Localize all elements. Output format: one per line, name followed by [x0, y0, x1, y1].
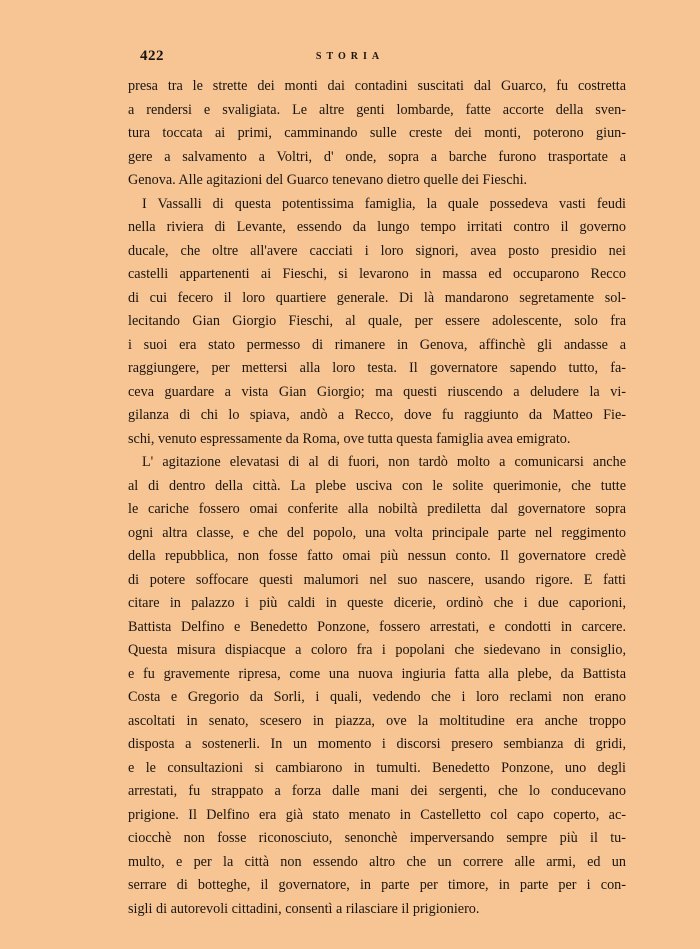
- text-line: e le consultazioni si cambiarono in tumulti. Benedetto Ponzone, uno degli: [128, 759, 626, 776]
- text-line: le cariche fossero omai conferite alla nobiltà prediletta dal governatore sopra: [128, 501, 626, 517]
- text-line: della repubblica, non fosse fatto omai più nessun conto. Il governatore credè: [128, 548, 626, 564]
- text-line: tura toccata ai primi, camminando sulle creste dei monti, poterono giun-: [128, 125, 626, 141]
- text-line: Questa misura dispiacque a coloro fra i popolani che siedevano in consiglio,: [128, 642, 626, 658]
- text-line: citare in palazzo i più caldi in queste dicerie, ordinò che i due caporioni,: [128, 595, 626, 611]
- text-line: gilanza di chi lo spiava, andò a Recco, dove fu raggiunto da Matteo Fie-: [128, 407, 626, 423]
- text-line: lecitando Gian Giorgio Fieschi, al quale, per essere adolescente, solo fra: [128, 313, 626, 329]
- section-title: STORIA: [315, 51, 385, 62]
- text-line: I Vassalli di questa potentissima famiglia, la quale possedeva vasti feudi: [142, 195, 626, 212]
- text-line: schi, venuto espressamente da Roma, ove tutta questa famiglia avea emigrato.: [128, 430, 571, 447]
- text-line: ceva guardare a vista Gian Giorgio; ma questi riuscendo a deludere la vi-: [128, 383, 626, 400]
- text-line: gere a salvamento a Voltri, d' onde, sopra a barche furono trasportate a: [128, 148, 626, 165]
- text-line: al di dentro della città. La plebe usciva con le solite querimonie, che tutte: [128, 477, 626, 494]
- text-line: arrestati, fu strappato a forza dalle mani dei sergenti, che lo conducevano: [128, 783, 626, 799]
- text-line: ciocchè non fosse riconosciuto, senonchè imperversando sempre più il tu-: [128, 830, 626, 846]
- text-line: multo, e per la città non essendo altro che un correre alle armi, ed un: [128, 853, 626, 870]
- body-text: [128, 75, 626, 921]
- text-line: ascoltati in senato, scesero in piazza, ove la moltitudine era anche troppo: [128, 712, 626, 729]
- text-line: nella riviera di Levante, essendo da lungo tempo irritati contro il governo: [128, 219, 626, 235]
- text-line: e fu gravemente ripresa, come una nuova ingiuria fatta alla plebe, da Battista: [128, 665, 626, 682]
- text-line: L' agitazione elevatasi di al di fuori, non tardò molto a comunicarsi anche: [142, 454, 626, 470]
- text-line: Costa e Gregorio da Sorli, i quali, vedendo che i loro reclami non erano: [128, 689, 626, 705]
- page-number: 422: [140, 48, 164, 64]
- text-line: serrare di botteghe, il governatore, in parte per timore, in parte per i con-: [128, 877, 626, 893]
- running-head: [0, 48, 700, 68]
- text-line: di potere soffocare questi malumori nel suo nascere, usando rigore. E fatti: [128, 571, 626, 588]
- text-line: ducale, che oltre all'avere cacciati i loro signori, avea posto presidio nei: [128, 242, 626, 259]
- text-line: Genova. Alle agitazioni del Guarco tenevano dietro quelle dei Fieschi.: [128, 172, 528, 188]
- text-line: castelli appartenenti ai Fieschi, si levarono in massa ed occuparono Recco: [128, 266, 626, 282]
- text-line: prigione. Il Delfino era già stato menato in Castelletto col capo coperto, ac-: [128, 806, 626, 823]
- text-line: sigli di autorevoli cittadini, consentì a rilasciare il prigioniero.: [128, 900, 480, 917]
- text-line: di cui fecero il loro quartiere generale. Di là mandarono segretamente sol-: [128, 289, 626, 306]
- text-line: ogni altra classe, e che del popolo, una volta principale parte nel reggimento: [128, 524, 626, 541]
- text-line: raggiungere, per mettersi alla loro testa. Il governatore sapendo tutto, fa-: [128, 360, 626, 376]
- text-line: disposta a sostenerli. In un momento i discorsi presero sembianza di gridi,: [128, 736, 626, 752]
- text-line: i suoi era stato permesso di rimanere in Genova, affinchè gli andasse a: [128, 336, 626, 353]
- text-line: a rendersi e svaligiata. Le altre genti lombarde, fatte accorte della sven-: [128, 101, 626, 118]
- text-line: Battista Delfino e Benedetto Ponzone, fossero arrestati, e condotti in carcere.: [128, 618, 626, 635]
- text-line: presa tra le strette dei monti dai contadini suscitati dal Guarco, fu costretta: [128, 78, 626, 94]
